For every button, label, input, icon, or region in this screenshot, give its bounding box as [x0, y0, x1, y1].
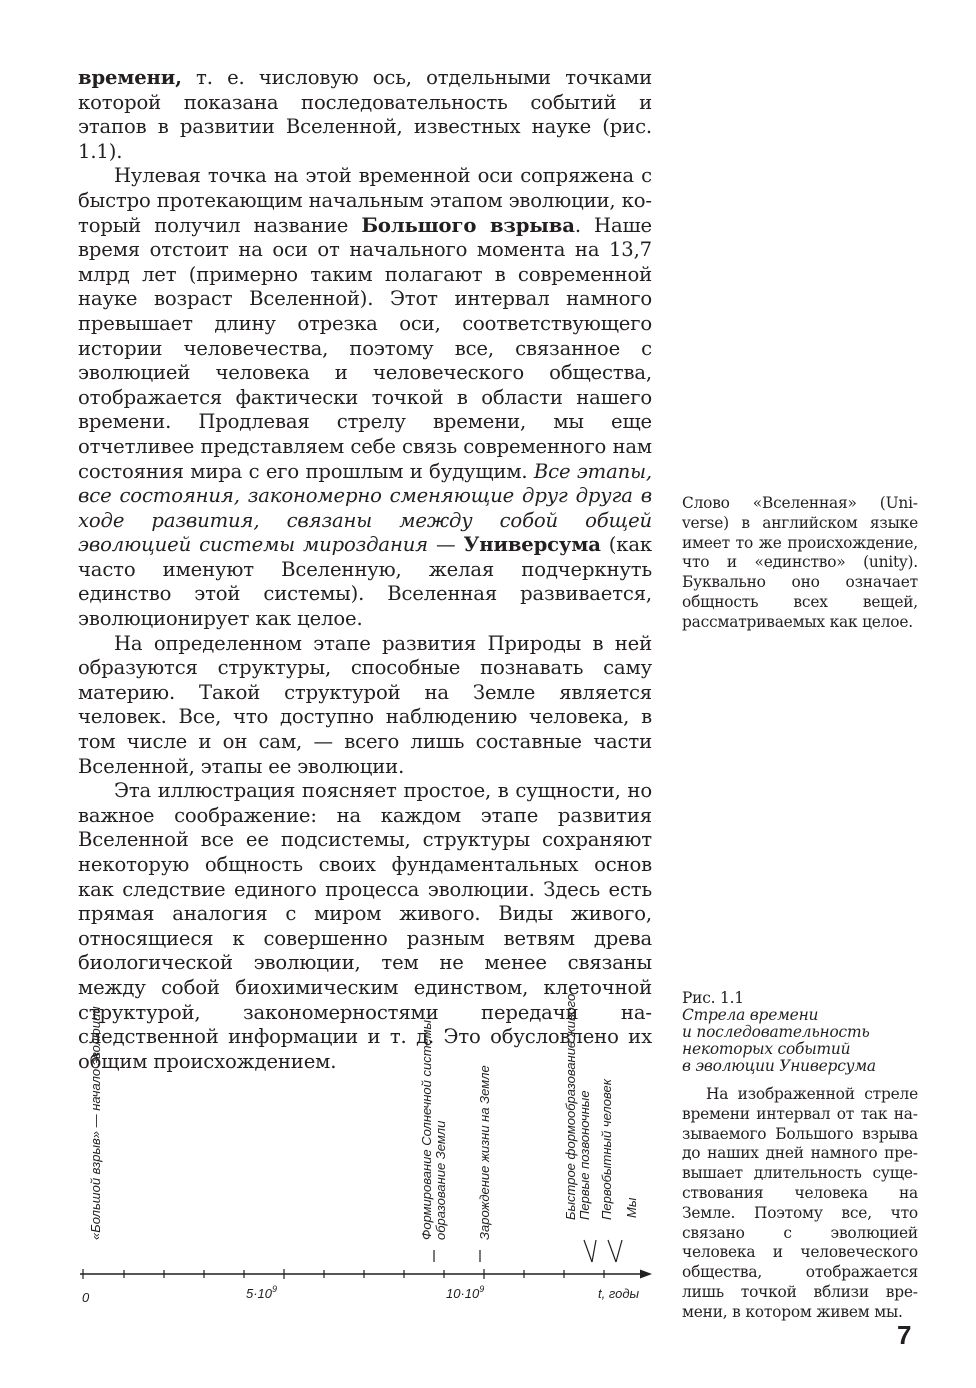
tick-label-zero: 0 [82, 1290, 90, 1305]
axis-label: t, годы [598, 1286, 640, 1301]
event-solar-system-line-1: Формирование Солнечной системы, [419, 1016, 434, 1240]
caption-title-line-4: в эволюции Универсума [682, 1057, 876, 1075]
axis-arrowhead [640, 1270, 652, 1279]
event-big-bang: «Большой взрыв» — начало эволюции [88, 1006, 103, 1240]
paragraph-1 [78, 66, 652, 164]
paragraph-4: Эта иллюстрация поясняет простое, в сущности, но важное соображение: на каждом этапе развития Вселенной все ее подсистемы, структуры сохраняют некоторую общность своих фундаментальных основ как следствие единого процесса эволюции. Здесь есть прямая аналогия с миром живого. Виды живого, относящиеся к совершенно разным ветвям древа биологической эволюции, тем не менее связаны между собой биохимическим единством, клеточной структурой, закономерностями передачи наследственной информации и т. д. Это обусловлено их общим происхождением. [78, 779, 652, 1073]
term-big-bang: Большого взрыва [361, 213, 575, 237]
caption-title-line-2: и последовательность [682, 1023, 870, 1041]
event-origin-of-life: Зарождение жизни на Земле [477, 1065, 492, 1240]
sidenote-text: Слово «Вселенная» (Universe) в английском языке имеет то же происхождение, что и «единство» (unity). Буквально оно означает общность всех вещей, рассматриваемых как целое. [682, 494, 918, 631]
tick-label-ten: $10\cdot 10^9$ [446, 1284, 485, 1301]
event-rapid-formation: Быстрое формообразование живого [563, 993, 578, 1220]
event-first-vertebrates: Первые позвоночные [577, 1090, 592, 1220]
sidenote [682, 494, 918, 633]
figure-caption [682, 990, 918, 1323]
event-markers [434, 1240, 622, 1262]
paragraph-2 [78, 164, 652, 631]
main-text [78, 66, 652, 1074]
paragraph-2-italic: Все этапы, все состояния, закономерно сменяющие друг друга в ходе развития, связаны между собой общей эволюцией системы мироздания — [78, 459, 652, 557]
caption-title-line-1: Стрела времени [682, 1006, 819, 1024]
event-primitive-human: Первобытный человек [599, 1079, 614, 1220]
paragraph-1-text: т. е. числовую ось, отдельными точками которой показана последовательность событий и этапов в развитии Вселенной, известных науке (рис. 1.1). [78, 66, 652, 163]
caption-text: На изображенной стреле времени интервал от так называемого Большого взрыва до наших дней намного превышает длительность существования человека на Земле. Поэтому все, что связано с эволюцией человека и человеческого общества, отображается лишь точкой вблизи времени, в котором живем мы. [682, 1085, 918, 1321]
time-arrow-figure [0, 960, 680, 1310]
paragraph-3: На определенном этапе развития Природы в ней образуются структуры, способные познавать саму материю. Такой структурой на Земле является человек. Все, что доступно наблюдению человека, в том числе и он сам, — всего лишь составные части Вселенной, этапы ее эволюции. [78, 631, 652, 778]
page-number: 7 [897, 1320, 912, 1350]
term-universum: Универсума [463, 533, 601, 557]
event-we: Мы [624, 1197, 639, 1218]
caption-number: Рис. 1.1 [682, 989, 744, 1007]
tick-label-five: $5\cdot 10^9$ [246, 1284, 278, 1301]
event-solar-system-line-2: образование Земли [433, 1120, 448, 1240]
paragraph-2-text-g: (как часто именуют Вселенную, желая подчеркнуть единство этой системы). Вселенная развивается, эволюционирует как целое. [78, 533, 652, 631]
paragraph-2-text-a: Нулевая точка на этой временной оси сопряжена с быстро протекающим начальным этапом эволюции, который получил название [78, 164, 652, 237]
caption-title-line-3: некоторых событий [682, 1040, 851, 1058]
paragraph-2-text-c: . Наше время отстоит на оси от начального момента на 13,7 млрд лет (примерно таким полагают в современной науке возраст Вселенной). Этот интервал намного превышает длину отрезка оси, соответствующего истории человечества, поэтому все, связанное с эволюцией человека и человеческого общества, отображается фактически точкой в области нашего времени. Продлевая стрелу времени, мы еще отчетливее представляем себе связь современного нам состояния мира с его прошлым и будущим. [78, 213, 652, 483]
paragraph-2-space [455, 533, 463, 556]
term-time: времени, [78, 66, 182, 89]
